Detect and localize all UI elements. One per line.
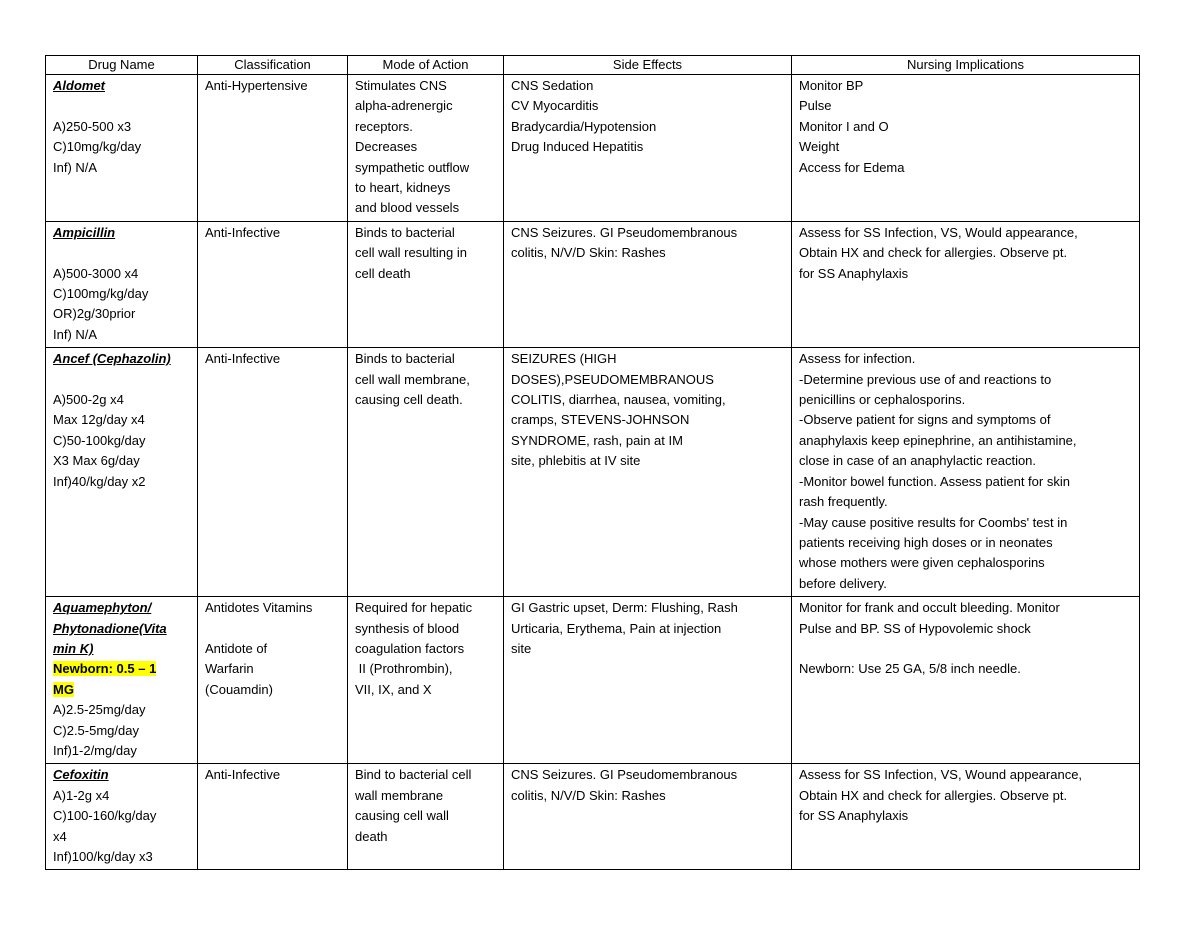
action-line: II (Prothrombin), (355, 661, 453, 677)
side-effect-line: Bradycardia/Hypotension (511, 118, 657, 134)
classification-cell (198, 348, 348, 597)
newborn-dose-unit: MG (53, 681, 74, 697)
nursing-line: rash frequently. (799, 494, 888, 510)
nursing-implications-cell (792, 597, 1140, 764)
action-line: wall membrane (355, 787, 444, 803)
header-side-effects: Side Effects (504, 56, 792, 75)
dose-line: OR)2g/30prior (53, 306, 136, 322)
classification-line: Antidotes Vitamins (205, 600, 313, 616)
classification-line: Warfarin (205, 661, 254, 677)
drug-name: Phytonadione(Vita (53, 620, 167, 636)
newborn-dose-unit-line (53, 680, 189, 700)
dose-line: C)100-160/kg/day (53, 808, 157, 824)
nursing-line: Newborn: Use 25 GA, 5/8 inch needle. (799, 661, 1021, 677)
dose-line (53, 370, 189, 390)
drug-name: Ampicillin (53, 224, 116, 240)
side-effect-line: SEIZURES (HIGH (511, 351, 617, 367)
side-effects-cell (504, 597, 792, 764)
dose-line: Inf) N/A (53, 159, 98, 175)
action-line: cell wall resulting in (355, 245, 467, 261)
mode-of-action-cell (348, 221, 504, 347)
side-effects-cell (504, 348, 792, 597)
nursing-line: Obtain HX and check for allergies. Observe pt. (799, 787, 1068, 803)
classification-line: Antidote of (205, 640, 268, 656)
side-effect-line: COLITIS, diarrhea, nausea, vomiting, (511, 392, 726, 408)
nursing-line: Monitor BP (799, 78, 864, 93)
dose-line: A)500-2g x4 (53, 392, 124, 408)
action-line: sympathetic outflow (355, 159, 470, 175)
action-line: causing cell death. (355, 392, 463, 408)
nursing-line: Access for Edema (799, 159, 905, 175)
dose-line: Inf)100/kg/day x3 (53, 849, 153, 865)
drug-name: Aquamephyton/ (53, 600, 152, 616)
table-row (46, 764, 1140, 870)
nursing-line: Assess for SS Infection, VS, Wound appearance, (799, 767, 1083, 783)
nursing-line: Monitor I and O (799, 118, 889, 134)
action-line: synthesis of blood (355, 620, 460, 636)
header-nursing-implications: Nursing Implications (792, 56, 1140, 75)
side-effect-line: site, phlebitis at IV site (511, 453, 641, 469)
nursing-implications-cell (792, 221, 1140, 347)
dose-line (53, 243, 189, 263)
header-drug-name: Drug Name (46, 56, 198, 75)
drug-table (45, 55, 1140, 870)
side-effects-cell (504, 221, 792, 347)
drug-name-cell (46, 221, 198, 347)
side-effect-line: CNS Seizures. GI Pseudomembranous (511, 767, 738, 783)
side-effect-line: SYNDROME, rash, pain at IM (511, 432, 683, 448)
nursing-line: -Observe patient for signs and symptoms of (799, 412, 1051, 428)
table-row (46, 597, 1140, 764)
nursing-line: before delivery. (799, 575, 887, 591)
action-line: VII, IX, and X (355, 681, 432, 697)
dose-line: A)2.5-25mg/day (53, 702, 146, 718)
nursing-implications-cell (792, 348, 1140, 597)
classification-cell (198, 597, 348, 764)
dose-line: C)50-100kg/day (53, 432, 146, 448)
newborn-dose-line (53, 659, 189, 679)
side-effect-line: colitis, N/V/D Skin: Rashes (511, 787, 666, 803)
nursing-implications-cell (792, 75, 1140, 222)
nursing-line: for SS Anaphylaxis (799, 265, 909, 281)
action-line: alpha-adrenergic (355, 98, 453, 114)
drug-name: Ancef (Cephazolin) (53, 351, 171, 367)
action-line: coagulation factors (355, 640, 465, 656)
action-line: Bind to bacterial cell (355, 767, 472, 783)
nursing-line (799, 639, 1131, 659)
nursing-line: Monitor for frank and occult bleeding. Monitor (799, 600, 1060, 616)
table-row (46, 348, 1140, 597)
side-effects-cell (504, 75, 792, 222)
nursing-line: -Determine previous use of and reactions to (799, 371, 1052, 387)
classification-cell (198, 75, 348, 222)
header-mode-of-action: Mode of Action (348, 56, 504, 75)
nursing-line: patients receiving high doses or in neonates (799, 534, 1053, 550)
table-row (46, 221, 1140, 347)
newborn-dose-highlight: Newborn: 0.5 – 1 (53, 661, 157, 677)
nursing-line: Assess for SS Infection, VS, Would appearance, (799, 224, 1078, 240)
dose-line: A)1-2g x4 (53, 787, 110, 803)
side-effects-cell (504, 764, 792, 870)
action-line: Stimulates CNS (355, 78, 447, 93)
mode-of-action-cell (348, 348, 504, 597)
side-effect-line: site (511, 640, 532, 656)
side-effect-line: CV Myocarditis (511, 98, 599, 114)
action-line: causing cell wall (355, 808, 449, 824)
side-effect-line: GI Gastric upset, Derm: Flushing, Rash (511, 600, 738, 616)
nursing-line: Pulse and BP. SS of Hypovolemic shock (799, 620, 1031, 636)
nursing-line: close in case of an anaphylactic reaction. (799, 453, 1037, 469)
action-line: and blood vessels (355, 200, 460, 216)
dose-line: A)500-3000 x4 (53, 265, 139, 281)
nursing-line: Assess for infection. (799, 351, 916, 367)
drug-name: Aldomet (53, 78, 105, 93)
nursing-line: anaphylaxis keep epinephrine, an antihistamine, (799, 432, 1077, 448)
dose-line: C)2.5-5mg/day (53, 722, 139, 738)
dose-line: Inf)40/kg/day x2 (53, 473, 146, 489)
action-line: cell death (355, 265, 411, 281)
action-line: to heart, kidneys (355, 180, 451, 196)
side-effect-line: DOSES),PSEUDOMEMBRANOUS (511, 371, 714, 387)
drug-name: Cefoxitin (53, 767, 109, 783)
action-line: Required for hepatic (355, 600, 473, 616)
nursing-implications-cell (792, 764, 1140, 870)
nursing-line: penicillins or cephalosporins. (799, 392, 966, 408)
mode-of-action-cell (348, 764, 504, 870)
dose-line: Max 12g/day x4 (53, 412, 145, 428)
mode-of-action-cell (348, 597, 504, 764)
dose-line (53, 96, 189, 116)
side-effect-line: Drug Induced Hepatitis (511, 139, 644, 155)
dose-line: A)250-500 x3 (53, 118, 132, 134)
side-effect-line: cramps, STEVENS-JOHNSON (511, 412, 690, 428)
action-line: Decreases (355, 139, 418, 155)
table-row (46, 75, 1140, 222)
dose-line: C)10mg/kg/day (53, 139, 142, 155)
nursing-line: Pulse (799, 98, 832, 114)
side-effect-line: CNS Sedation (511, 78, 594, 93)
side-effect-line: Urticaria, Erythema, Pain at injection (511, 620, 722, 636)
classification-line: (Couamdin) (205, 681, 273, 697)
drug-name-cell (46, 764, 198, 870)
classification-cell (198, 221, 348, 347)
mode-of-action-cell (348, 75, 504, 222)
classification-cell (198, 764, 348, 870)
table-body (46, 75, 1140, 870)
dose-line: Inf) N/A (53, 326, 98, 342)
nursing-line: for SS Anaphylaxis (799, 808, 909, 824)
drug-name-cell (46, 597, 198, 764)
drug-name-cell (46, 75, 198, 222)
dose-line: X3 Max 6g/day (53, 453, 140, 469)
action-line: Binds to bacterial (355, 351, 455, 367)
classification-line (205, 619, 339, 639)
side-effect-line: CNS Seizures. GI Pseudomembranous (511, 224, 738, 240)
classification-line: Anti-Hypertensive (205, 78, 308, 93)
dose-line: C)100mg/kg/day (53, 286, 149, 302)
action-line: Binds to bacterial (355, 224, 455, 240)
action-line: cell wall membrane, (355, 371, 470, 387)
nursing-line: whose mothers were given cephalosporins (799, 555, 1045, 571)
classification-line: Anti-Infective (205, 224, 281, 240)
action-line: receptors. (355, 118, 413, 134)
nursing-line: -Monitor bowel function. Assess patient for skin (799, 473, 1070, 489)
dose-line: Inf)1-2/mg/day (53, 742, 137, 758)
side-effect-line: colitis, N/V/D Skin: Rashes (511, 245, 666, 261)
nursing-line: -May cause positive results for Coombs' test in (799, 514, 1068, 530)
drug-name-cell (46, 348, 198, 597)
classification-line: Anti-Infective (205, 767, 281, 783)
action-line: death (355, 828, 388, 844)
header-classification: Classification (198, 56, 348, 75)
nursing-line: Obtain HX and check for allergies. Observe pt. (799, 245, 1068, 261)
drug-name: min K) (53, 640, 94, 656)
header-row (46, 56, 1140, 75)
classification-line: Anti-Infective (205, 351, 281, 367)
nursing-line: Weight (799, 139, 840, 155)
dose-line: x4 (53, 828, 67, 844)
